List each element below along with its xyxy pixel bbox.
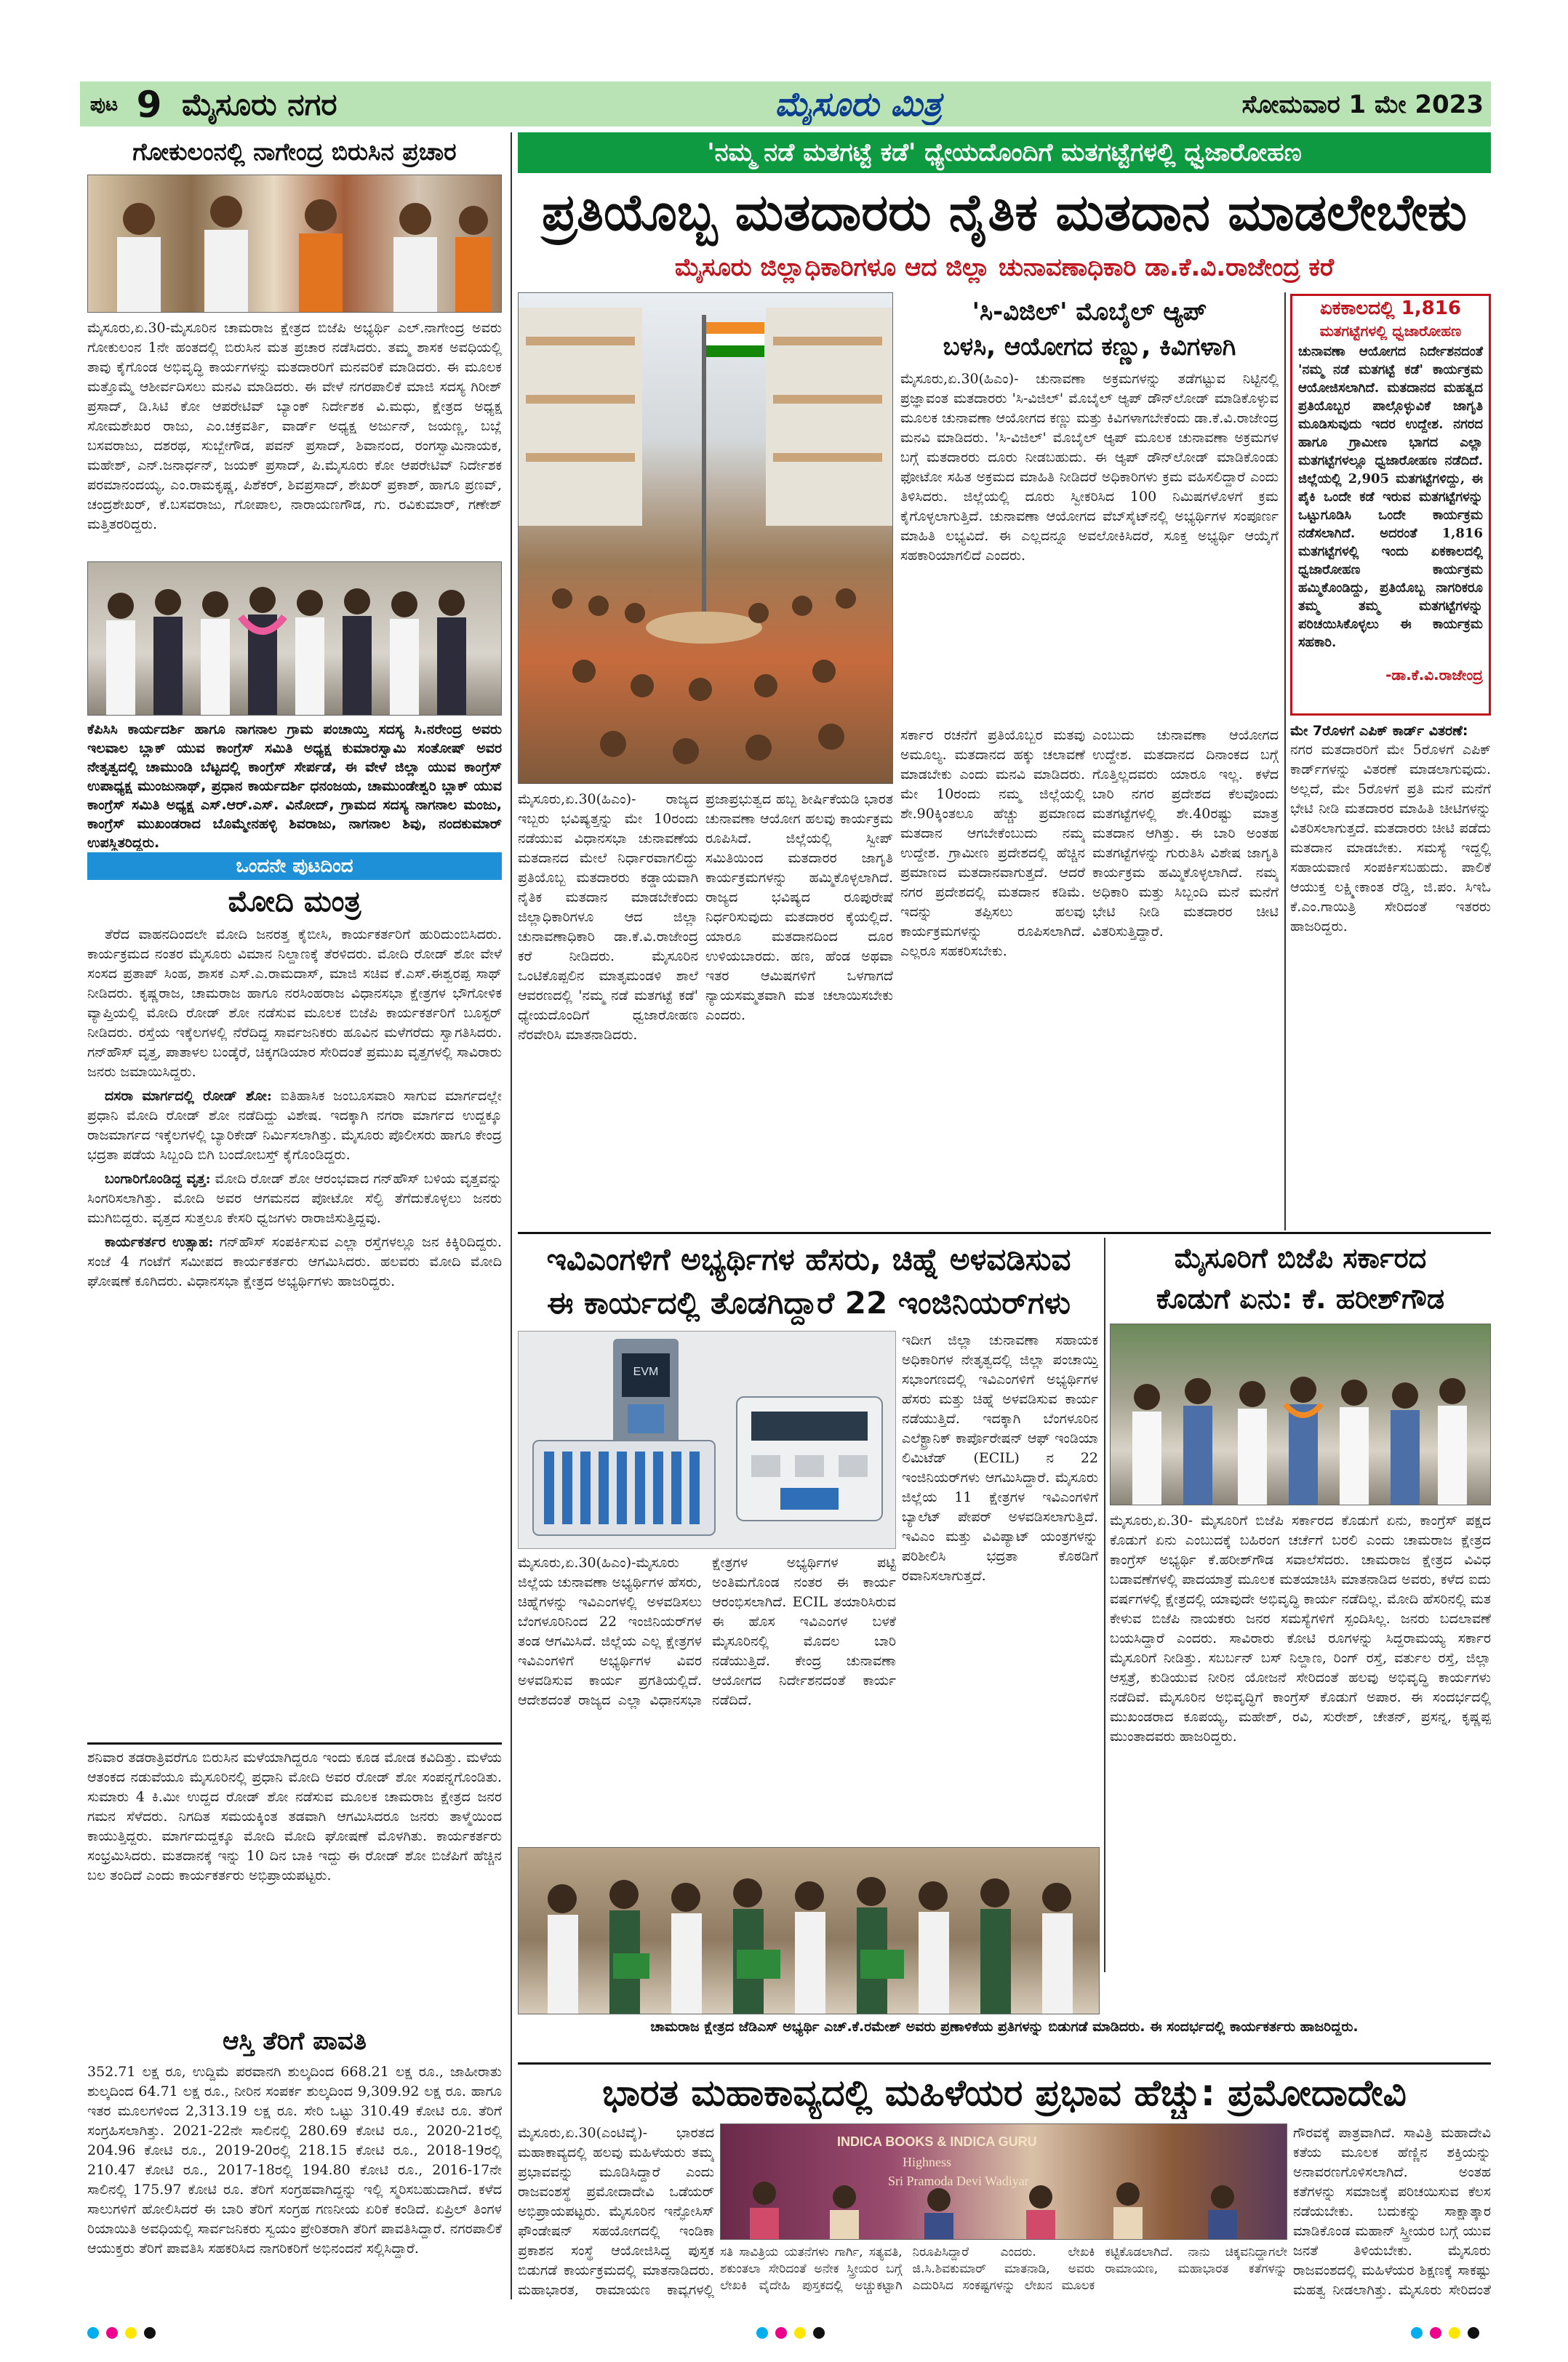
main-subhead: ಮೈಸೂರು ಜಿಲ್ಲಾಧಿಕಾರಿಗಳೂ ಆದ ಜಿಲ್ಲಾ ಚುನಾವಣಾಧಿಕಾರಿ ಡಾ.ಕೆ.ವಿ.ರಾಜೇಂದ್ರ ಕರೆ [674,253,1335,282]
evm-photo [518,1331,896,1549]
modi-para-4 [87,1233,502,1292]
section-title: ಮೈಸೂರು ನಗರ [182,87,337,122]
joining-photo-figures [88,562,502,716]
sidebar-box [1290,294,1491,716]
flag-photo-scene [519,293,893,784]
page-number: 9 [136,84,162,125]
registration-dot-cyan-left [87,2327,99,2339]
epic-card-section [1290,721,1491,1226]
sidebar-signature: -ಡಾ.ಕೆ.ವಿ.ರಾಜೇಂದ್ರ [1385,666,1483,684]
cvigil-headline-2: ಬಳಸಿ, ಆಯೋಗದ ಕಣ್ಣು, ಕಿವಿಗಳಾಗಿ [943,332,1236,361]
women-body-left: ಮೈಸೂರು,ಏ.30(ಎಂಟಿವೈ)- ಭಾರತದ ಮಹಾಕಾವ್ಯದಲ್ಲಿ ಹಲವು ಮಹಿಳೆಯರು ತಮ್ಮ ಪ್ರಭಾವವನ್ನು ಮೂಡಿಸಿದ್ದಾರೆ ಎಂದು ರಾಜವಂಶಸ್ಥೆ ಪ್ರಮೋದಾದೇವಿ ಒಡೆಯರ್ ಅಭಿಪ್ರಾಯಪಟ್ಟರು. ಮೈಸೂರಿನ ಇನ್ಫೋಸಿಸ್ ಫೌಂಡೇಷನ್ ಸಹಯೋಗದಲ್ಲಿ ಇಂಡಿಕಾ ಪ್ರಕಾಶನ ಸಂಸ್ಥೆ ಆಯೋಜಿಸಿದ್ದ ಪುಸ್ತಕ ಬಿಡುಗಡೆ ಕಾರ್ಯಕ್ರಮದಲ್ಲಿ ಮಾತನಾಡಿದರು. ಮಹಾಭಾರತ, ರಾಮಾಯಣ ಕಾವ್ಯಗಳಲ್ಲಿ [518,2125,714,2298]
women-body-bottom: ಸತಿ ಸಾವಿತ್ರಿಯ ಯತನೆಗಳು ಗಾರ್ಗಿ, ಸತ್ಯವತಿ, ಶಕುಂತಲಾ ಸೇರಿದಂತೆ ಅನೇಕ ಸ್ತ್ರೀಯರ ಬಗ್ಗೆ ಲೇಖಕಿ ವೈದೇಹಿ ಪುಸ್ತಕದಲ್ಲಿ ಅಚ್ಚುಕಟ್ಟಾಗಿ ನಿರೂಪಿಸಿದ್ದಾರೆ ಎಂದರು. ಲೇಖಕಿ ಜಿ.ಸಿ.ಶಿವಕುಮಾರ್ ಮಾತನಾಡಿ, ಅವರು ಎದುರಿಸಿದ ಸಂಕಷ್ಟಗಳನ್ನು ಲೇಖನ ಮೂಲಕ ಕಟ್ಟಿಕೊಡಲಾಗಿದೆ. ನಾನು ಚಿಕ್ಕವನಿದ್ದಾಗಲೇ ರಾಮಾಯಣ, ಮಹಾಭಾರತ ಕತೆಗಳನ್ನು [720,2245,1287,2293]
cvigil-body: ಮೈಸೂರು,ಏ.30(ಹಿಎಂ)- ಚುನಾವಣಾ ಅಕ್ರಮಗಳನ್ನು ತಡೆಗಟ್ಟುವ ನಿಟ್ಟಿನಲ್ಲಿ ಪ್ರಜ್ಞಾವಂತ ಮತದಾರರು 'ಸಿ-ವಿಜಿಲ್' ಮೊಬೈಲ್ ಆ್ಯಪ್ ಡೌನ್‌ಲೋಡ್ ಮಾಡಿಕೊಳ್ಳುವ ಮೂಲಕ ಚುನಾವಣಾ ಆಯೋಗದ ಕಣ್ಣು ಮತ್ತು ಕಿವಿಗಳಾಗಬೇಕೆಂದು ಡಾ.ಕೆ.ವಿ.ರಾಜೇಂದ್ರ ಮನವಿ ಮಾಡಿದರು. 'ಸಿ-ವಿಜಿಲ್' ಮೊಬೈಲ್ ಆ್ಯಪ್ ಮೂಲಕ ಚುನಾವಣಾ ಅಕ್ರಮಗಳ ಬಗ್ಗೆ ಮತದಾರರು ದೂರು ನೀಡಬಹುದು. ಈ ಆ್ಯಪ್ ಡೌನ್‌ಲೋಡ್ ಮಾಡಿಕೊಂಡು ಫೋಟೋ ಸಹಿತ ಅಕ್ರಮದ ಮಾಹಿತಿ ನೀಡಿದರೆ ಅಧಿಕಾರಿಗಳು ಕ್ರಮ ವಹಿಸಲಿದ್ದಾರೆ ಎಂದು ತಿಳಿಸಿದರು. ಜಿಲ್ಲೆಯಲ್ಲಿ ದೂರು ಸ್ವೀಕರಿಸಿದ 100 ನಿಮಿಷಗಳೊಳಗೆ ಕ್ರಮ ಕೈಗೊಳ್ಳಲಾಗುತ್ತಿದೆ. ಚುನಾವಣಾ ಆಯೋಗದ ವೆಬ್‌ಸೈಟ್‌ನಲ್ಲಿ ಅಭ್ಯರ್ಥಿಗಳ ಸಂಪೂರ್ಣ ಮಾಹಿತಿ ಲಭ್ಯವಿದೆ. ಈ ಎಲ್ಲದನ್ನೂ ಅವಲೋಕಿಸಿದರೆ, ಸೂಕ್ತ ಅಭ್ಯರ್ಥಿ ಆಯ್ಕೆಗೆ ಸಹಕಾರಿಯಾಗಲಿದೆ ಎಂದರು. [900,371,1279,564]
evm-machine-illustration [519,1332,896,1549]
evm-bjp-divider [1104,1238,1105,1972]
gokulam-headline: ಗೋಕುಲಂನಲ್ಲಿ ನಾಗೇಂದ್ರ ಬಿರುಸಿನ ಪ್ರಚಾರ [132,137,457,166]
congress-joining-photo [87,561,502,716]
bjp-article-body: ಮೈಸೂರು,ಏ.30- ಮೈಸೂರಿಗೆ ಬಿಜೆಪಿ ಸರ್ಕಾರದ ಕೊಡುಗೆ ಏನು, ಕಾಂಗ್ರೆಸ್ ಪಕ್ಷದ ಕೊಡುಗೆ ಏನು ಎಂಬುದಕ್ಕೆ ಬಹಿರಂಗ ಚರ್ಚೆಗೆ ಬರಲಿ ಎಂದು ಚಾಮರಾಜ ಕ್ಷೇತ್ರದ ಕಾಂಗ್ರೆಸ್ ಅಭ್ಯರ್ಥಿ ಕೆ.ಹರೀಶ್‌ಗೌಡ ಸವಾಲೆಸೆದರು. ಚಾಮರಾಜ ಕ್ಷೇತ್ರದ ವಿವಿಧ ಬಡಾವಣೆಗಳಲ್ಲಿ ಪಾದಯಾತ್ರೆ ಮೂಲಕ ಮತಯಾಚಿಸಿ ಮಾತನಾಡಿದ ಅವರು, ಕಳೆದ ಐದು ವರ್ಷಗಳಲ್ಲಿ ಕ್ಷೇತ್ರದಲ್ಲಿ ಯಾವುದೇ ಅಭಿವೃದ್ಧಿ ಕಾರ್ಯ ನಡೆದಿಲ್ಲ. ಮೋದಿ ಹೆಸರಿನಲ್ಲಿ ಮತ ಕೇಳುವ ಬಿಜೆಪಿ ನಾಯಕರು ಜನರ ಸಮಸ್ಯೆಗಳಿಗೆ ಸ್ಪಂದಿಸಿಲ್ಲ. ಜನರು ಬದಲಾವಣೆ ಬಯಸಿದ್ದಾರೆ ಎಂದರು. ಸಾವಿರಾರು ಕೋಟಿ ರೂಗಳನ್ನು ಸಿದ್ದರಾಮಯ್ಯ ಸರ್ಕಾರ ಮೈಸೂರಿಗೆ ನೀಡಿತ್ತು. ಸಬರ್ಬನ್ ಬಸ್ ನಿಲ್ದಾಣ, ರಿಂಗ್ ರಸ್ತೆ, ವರ್ತುಲ ರಸ್ತೆ, ಜಿಲ್ಲಾ ಆಸ್ಪತ್ರೆ, ಕುಡಿಯುವ ನೀರಿನ ಯೋಜನೆ ಸೇರಿದಂತೆ ಹಲವು ಅಭಿವೃದ್ಧಿ ಕಾರ್ಯಗಳು ನಡೆದಿವೆ. ಮೈಸೂರಿನ ಅಭಿವೃದ್ಧಿಗೆ ಕಾಂಗ್ರೆಸ್ ಕೊಡುಗೆ ಅಪಾರ. ಈ ಸಂದರ್ಭದಲ್ಲಿ ಮುಖಂಡರಾದ ಕೂಪಯ್ಯ, ಮಹೇಶ್, ರವಿ, ಸುರೇಶ್, ಚೇತನ್, ಪ್ರಸನ್ನ, ಕೃಷ್ಣಪ್ಪ ಮುಂತಾದವರು ಹಾಜರಿದ್ದರು. [1110,1513,1491,1745]
bjp-headline-2: ಕೊಡುಗೆ ಏನು: ಕೆ. ಹರೀಶ್‌ಗೌಡ [1156,1283,1445,1315]
gokulam-photo-figures [88,175,502,313]
modi-para-3-text: ಮೋದಿ ರೋಡ್ ಶೋ ಆರಂಭವಾದ ಗನ್‌ಹೌಸ್ ಬಳಿಯ ವೃತ್ತವನ್ನು ಸಿಂಗರಿಸಲಾಗಿತ್ತು. ಮೋದಿ ಅವರ ಆಗಮನದ ಪೋಟೋ ಸೆಲ್ಫಿ ತೆಗೆದುಕೊಳ್ಳಲು ಜನರು ಮುಗಿಬಿದ್ದರು. ವೃತ್ತದ ಸುತ್ತಲೂ ಕೇಸರಿ ಧ್ವಜಗಳು ರಾರಾಜಿಸುತ್ತಿದ್ದವು. [87,1171,502,1226]
modi-para-1: ತೆರೆದ ವಾಹನದಿಂದಲೇ ಮೋದಿ ಜನರತ್ತ ಕೈಬೀಸಿ, ಕಾರ್ಯಕರ್ತರಿಗೆ ಹುರಿದುಂಬಿಸಿದರು. ಕಾರ್ಯಕ್ರಮದ ನಂತರ ಮೈಸೂರು ವಿಮಾನ ನಿಲ್ದಾಣಕ್ಕೆ ತೆರಳಿದರು. ಮೋದಿ ರೋಡ್ ಶೋ ವೇಳೆ ಸಂಸದ ಪ್ರತಾಪ್ ಸಿಂಹ, ಶಾಸಕ ಎಸ್.ಎ.ರಾಮದಾಸ್, ಮಾಜಿ ಸಚಿವ ಕೆ.ಎಸ್.ಈಶ್ವರಪ್ಪ ಸಾಥ್ ನೀಡಿದರು. ಕೃಷ್ಣರಾಜ, ಚಾಮರಾಜ ಹಾಗೂ ನರಸಿಂಹರಾಜ ವಿಧಾನಸಭಾ ಕ್ಷೇತ್ರಗಳ ಭೌಗೋಳಿಕ ವ್ಯಾಪ್ತಿಯಲ್ಲಿ ಮೋದಿ ರೋಡ್ ಶೋ ನಡೆಸುವ ಮೂಲಕ ಬಿಜೆಪಿ ಕಾರ್ಯಕರ್ತರಿಗೆ ಬೂಸ್ಟರ್ ನೀಡಿದರು. ರಸ್ತೆಯ ಇಕ್ಕೆಲಗಳಲ್ಲಿ ನೆರೆದಿದ್ದ ಸಾರ್ವಜನಿಕರು ಹೂವಿನ ಮಳೆಗರೆದು ಸ್ವಾಗತಿಸಿದರು. ಗನ್‌ಹೌಸ್ ವೃತ್ತ, ಪಾತಾಳಲ ಬಂಡ್ಕೆರೆ, ಚಿಕ್ಕಗಡಿಯಾರ ಸೇರಿದಂತೆ ಪ್ರಮುಖ ವೃತ್ತಗಳಲ್ಲಿ ಸಾವಿರಾರು ಜನರು ಜಮಾಯಿಸಿದ್ದರು. [87,926,502,1080]
modi-para-3 [87,1169,502,1228]
modi-para-2-text: ಐತಿಹಾಸಿಕ ಜಂಬೂಸವಾರಿ ಸಾಗುವ ಮಾರ್ಗದಲ್ಲೇ ಪ್ರಧಾನಿ ಮೋದಿ ರೋಡ್ ಶೋ ನಡೆದಿದ್ದು ವಿಶೇಷ. ಇದಕ್ಕಾಗಿ ನಗರಾ ಮಾರ್ಗದ ಉದ್ದಕ್ಕೂ ರಾಜಮಾರ್ಗದ ಇಕ್ಕೆಲಗಳಲ್ಲಿ ಬ್ಯಾರಿಕೇಡ್ ನಿರ್ಮಿಸಲಾಗಿತ್ತು. ಮೈಸೂರು ಪೊಲೀಸರು ಹಾಗೂ ಕೇಂದ್ರ ಭದ್ರತಾ ಪಡೆಯ ಸಿಬ್ಬಂದಿ ಬಿಗಿ ಬಂದೋಬಸ್ತ್ ಕೈಗೊಂಡಿದ್ದರು. [87,1088,502,1163]
registration-dot-yellow-right [1449,2327,1460,2339]
registration-dot-magenta-mid [775,2327,787,2339]
evm-headline-2: ಈ ಕಾರ್ಯದಲ್ಲಿ ತೊಡಗಿದ್ದಾರೆ 22 ಇಂಜಿನಿಯರ್‌ಗಳು [546,1285,1071,1321]
sidebar-divider [1284,292,1286,1230]
modi-subhead-3: ಕಾರ್ಯಕರ್ತರ ಉತ್ಸಾಹ: [105,1234,214,1250]
banner-line-3: Sri Pramoda Devi Wadiyar [888,2174,1029,2188]
jds-photo-figures [519,1848,1100,2014]
evm-body-bottom: ಮೈಸೂರು,ಏ.30(ಹಿಎಂ)-ಮೈಸೂರು ಜಿಲ್ಲೆಯ ಚುನಾವಣಾ ಅಭ್ಯರ್ಥಿಗಳ ಹೆಸರು, ಚಿಹ್ನೆಗಳನ್ನು ಇವಿಎಂಗಳಲ್ಲಿ ಅಳವಡಿಸಲು ಬೆಂಗಳೂರಿನಿಂದ 22 ಇಂಜಿನಿಯರ್‌ಗಳ ತಂಡ ಆಗಮಿಸಿದೆ. ಜಿಲ್ಲೆಯ ಎಲ್ಲ ಕ್ಷೇತ್ರಗಳ ಇವಿಎಂಗಳಿಗೆ ಅಭ್ಯರ್ಥಿಗಳ ವಿವರ ಅಳವಡಿಸುವ ಕಾರ್ಯ ಪ್ರಗತಿಯಲ್ಲಿದೆ. ಆದೇಶದಂತೆ ರಾಜ್ಯದ ಎಲ್ಲಾ ವಿಧಾನಸಭಾ ಕ್ಷೇತ್ರಗಳ ಅಭ್ಯರ್ಥಿಗಳ ಪಟ್ಟಿ ಅಂತಿಮಗೊಂಡ ನಂತರ ಈ ಕಾರ್ಯ ಆರಂಭಿಸಲಾಗಿದೆ. ECIL ತಯಾರಿಸಿರುವ ಈ ಹೊಸ ಇವಿಎಂಗಳ ಬಳಕೆ ಮೈಸೂರಿನಲ್ಲಿ ಮೊದಲ ಬಾರಿ ನಡೆಯುತ್ತಿದೆ. ಕೇಂದ್ರ ಚುನಾವಣಾ ಆಯೋಗದ ನಿರ್ದೇಶನದಂತೆ ಕಾರ್ಯ ನಡೆದಿದೆ. [518,1555,896,1708]
registration-dot-yellow-mid [794,2327,806,2339]
epic-card-subhead: ಮೇ 7ರೊಳಗೆ ಎಪಿಕ್ ಕಾರ್ಡ್ ವಿತರಣೆ: [1290,723,1468,739]
registration-dot-black-right [1468,2327,1479,2339]
banner-line-2: Highness [903,2155,951,2169]
registration-dot-black-left [144,2327,156,2339]
sidebar-title-1: ಏಕಕಾಲದಲ್ಲಿ 1,816 [1320,297,1461,319]
modi-subhead-1: ದಸರಾ ಮಾರ್ಗದಲ್ಲಿ ರೋಡ್ ಶೋ: [105,1088,272,1104]
registration-dot-cyan-right [1411,2327,1423,2339]
continued-label: ಒಂದನೇ ಪುಟದಿಂದ [87,852,502,880]
registration-dot-yellow-left [125,2327,137,2339]
registration-dot-magenta-left [106,2327,118,2339]
assets-body: 352.71 ಲಕ್ಷ ರೂ, ಉದ್ದಿಮೆ ಪರವಾನಗಿ ಶುಲ್ಕದಿಂದ 668.21 ಲಕ್ಷ ರೂ., ಜಾಹೀರಾತು ಶುಲ್ಕದಿಂದ 64.71 ಲಕ್ಷ ರೂ., ನೀರಿನ ಸಂಪರ್ಕ ಶುಲ್ಕದಿಂದ 9,309.92 ಲಕ್ಷ ರೂ. ಹಾಗೂ ಇತರ ಮೂಲಗಳಿಂದ 2,313.19 ಲಕ್ಷ ರೂ. ಸೇರಿ ಒಟ್ಟು 310.49 ಕೋಟಿ ರೂ. ತೆರಿಗೆ ಸಂಗ್ರಹಿಸಲಾಗಿತ್ತು. 2021-22ನೇ ಸಾಲಿನಲ್ಲಿ 280.69 ಕೋಟಿ ರೂ., 2020-21ರಲ್ಲಿ 204.96 ಕೋಟಿ ರೂ., 2019-20ರಲ್ಲಿ 218.15 ಕೋಟಿ ರೂ., 2018-19ರಲ್ಲಿ 210.47 ಕೋಟಿ ರೂ., 2017-18ರಲ್ಲಿ 194.80 ಕೋಟಿ ರೂ., 2016-17ನೇ ಸಾಲಿನಲ್ಲಿ 175.97 ಕೋಟಿ ರೂ. ತೆರಿಗೆ ಸಂಗ್ರಹವಾಗಿದ್ದನ್ನು ಇಲ್ಲಿ ಸ್ಮರಿಸಬಹುದಾಗಿದೆ. ಕಳೆದ ಸಾಲುಗಳಿಗೆ ಹೋಲಿಸಿದರೆ ಈ ಬಾರಿ ತೆರಿಗೆ ಸಂಗ್ರಹ ಗಣನೀಯ ಏರಿಕೆ ಕಂಡಿದೆ. ಏಪ್ರಿಲ್ ತಿಂಗಳ ರಿಯಾಯಿತಿ ಅವಧಿಯಲ್ಲಿ ಸಾರ್ವಜನಿಕರು ಸ್ವಯಂ ಪ್ರೇರಿತರಾಗಿ ತೆರಿಗೆ ಪಾವತಿಸಿದ್ದಾರೆ. ನಗರಪಾಲಿಕೆ ಆಯುಕ್ತರು ತೆರಿಗೆ ಪಾವತಿಸಿ ಸಹಕರಿಸಿದ ನಾಗರಿಕರಿಗೆ ಅಭಿನಂದನೆ ಸಲ್ಲಿಸಿದ್ದಾರೆ. [87,2064,502,2257]
paper-logo: ಮೈಸೂರು ಮಿತ್ರ [775,84,942,124]
jds-photo-group [518,1847,1100,2014]
modi-mantra-headline: ಮೋದಿ ಮಂತ್ರ [228,885,361,918]
cvigil-headline-1: 'ಸಿ-ವಿಜಿಲ್' ಮೊಬೈಲ್ ಆ್ಯಪ್ [972,297,1207,327]
campaign-photo-figures [1111,1324,1491,1505]
modi-subhead-2: ಬಂಗಾರಿಗೊಂಡಿದ್ದ ವೃತ್ತ: [105,1171,211,1187]
issue-date: ಸೋಮವಾರ 1 ಮೇ 2023 [1241,90,1484,119]
book-release-photo [720,2123,1287,2240]
registration-dot-cyan-mid [756,2327,768,2339]
main-headline: ಪ್ರತಿಯೊಬ್ಬ ಮತದಾರರು ನೈತಿಕ ಮತದಾನ ಮಾಡಲೇಬೇಕು [541,183,1467,242]
registration-dot-magenta-right [1430,2327,1441,2339]
epic-card-body: ನಗರ ಮತದಾರರಿಗೆ ಮೇ 5ರೊಳಗೆ ಎಪಿಕ್ ಕಾರ್ಡ್‌ಗಳನ್ನು ವಿತರಣೆ ಮಾಡಲಾಗುವುದು. ಅಲ್ಲದೆ, ಮೇ 5ರೊಳಗೆ ಪ್ರತಿ ಮನೆ ಮನೆಗೆ ಭೇಟಿ ನೀಡಿ ಮತದಾರರ ಮಾಹಿತಿ ಚೀಟಿಗಳನ್ನು ವಿತರಿಸಲಾಗುತ್ತದೆ. ಮತದಾರರು ಚೀಟಿ ಪಡೆದು ಮತದಾನ ಮಾಡಬೇಕು. ಸಮಸ್ಯೆ ಇದ್ದಲ್ಲಿ ಸಹಾಯವಾಣಿ ಸಂಪರ್ಕಿಸಬಹುದು. ಪಾಲಿಕೆ ಆಯುಕ್ತ ಲಕ್ಷ್ಮೀಕಾಂತ ರೆಡ್ಡಿ, ಜಿ.ಪಂ. ಸಿಇಓ ಕೆ.ಎಂ.ಗಾಯಿತ್ರಿ ಸೇರಿದಂತೆ ಇತರರು ಹಾಜರಿದ್ದರು. [1290,742,1491,934]
main-banner: 'ನಮ್ಮ ನಡೆ ಮತಗಟ್ಟೆ ಕಡೆ' ಧ್ಯೇಯದೊಂದಿಗೆ ಮತಗಟ್ಟೆಗಳಲ್ಲಿ ಧ್ವಜಾರೋಹಣ [518,132,1491,173]
cvigil-body-col-3: ಎಂಬುದು ಚುನಾವಣಾ ಆಯೋಗದ ಉದ್ದೇಶ. ಮತದಾನದ ದಿನಾಂಕದ ಬಗ್ಗೆ ಗೊತ್ತಿಲ್ಲದವರು ಯಾರೂ ಇಲ್ಲ. ಕಳೆದ ಬಾರಿ ನಗರ ಪ್ರದೇಶದ ಕೆಲವೊಂದು ಮತಗಟ್ಟೆಗಳಲ್ಲಿ ಶೇ.40ರಷ್ಟು ಮಾತ್ರ ಮತದಾನ ಆಗಿತ್ತು. ಈ ಬಾರಿ ಅಂತಹ ಮತಗಟ್ಟೆಗಳನ್ನು ಗುರುತಿಸಿ ವಿಶೇಷ ಜಾಗೃತಿ ಕಾರ್ಯಕ್ರಮ ಹಮ್ಮಿಕೊಳ್ಳಲಾಗಿದೆ. ನಮ್ಮ ಅಧಿಕಾರಿ ಮತ್ತು ಸಿಬ್ಬಂದಿ ಮನೆ ಮನೆಗೆ ಭೇಟಿ ನೀಡಿ ಮತದಾರರ ಚೀಟಿ ವಿತರಿಸುತ್ತಿದ್ದಾರೆ. [1092,727,1279,940]
sidebar-body: ಚುನಾವಣಾ ಆಯೋಗದ ನಿರ್ದೇಶನದಂತೆ 'ನಮ್ಮ ನಡೆ ಮತಗಟ್ಟೆ ಕಡೆ' ಕಾರ್ಯಕ್ರಮ ಆಯೋಜಿಸಲಾಗಿದೆ. ಮತದಾನದ ಮಹತ್ವದ ಪ್ರತಿಯೊಬ್ಬರ ಪಾಲ್ಗೊಳ್ಳುವಿಕೆ ಜಾಗೃತಿ ಮೂಡಿಸುವುದು ಇದರ ಉದ್ದೇಶ. ನಗರದ ಹಾಗೂ ಗ್ರಾಮೀಣ ಭಾಗದ ಎಲ್ಲಾ ಮತಗಟ್ಟೆಗಳಲ್ಲೂ ಧ್ವಜಾರೋಹಣ ನಡೆದಿದೆ. ಜಿಲ್ಲೆಯಲ್ಲಿ 2,905 ಮತಗಟ್ಟೆಗಳಿದ್ದು, ಈ ಪೈಕಿ ಒಂದೇ ಕಡೆ ಇರುವ ಮತಗಟ್ಟೆಗಳನ್ನು ಒಟ್ಟುಗೂಡಿಸಿ ಒಂದೇ ಕಾರ್ಯಕ್ರಮ ನಡೆಸಲಾಗಿದೆ. ಅದರಂತೆ 1,816 ಮತಗಟ್ಟೆಗಳಲ್ಲಿ ಇಂದು ಏಕಕಾಲದಲ್ಲಿ ಧ್ವಜಾರೋಹಣ ಕಾರ್ಯಕ್ರಮ ಹಮ್ಮಿಕೊಂಡಿದ್ದು, ಪ್ರತಿಯೊಬ್ಬ ನಾಗರಿಕರೂ ತಮ್ಮ ತಮ್ಮ ಮತಗಟ್ಟೆಗಳನ್ನು ಪರಿಚಯಿಸಿಕೊಳ್ಳಲು ಈ ಕಾರ್ಯಕ್ರಮ ಸಹಕಾರಿ. [1298,344,1483,650]
gokulam-campaign-photo [87,175,502,313]
modi-para-2 [87,1086,502,1165]
jds-manifesto-caption: ಚಾಮರಾಜ ಕ್ಷೇತ್ರದ ಜೆಡಿಎಸ್ ಅಭ್ಯರ್ಥಿ ಎಚ್.ಕೆ.ರಮೇಶ್ ಅವರು ಪ್ರಣಾಳಿಕೆಯ ಪ್ರತಿಗಳನ್ನು ಬಿಡುಗಡೆ ಮಾಡಿದರು. ಈ ಸಂದರ್ಭದಲ್ಲಿ ಕಾರ್ಯಕರ್ತರು ಹಾಜರಿದ್ದರು. [650,2019,1359,2035]
registration-dot-black-mid [813,2327,825,2339]
evm-body-right: ಇದೀಗ ಜಿಲ್ಲಾ ಚುನಾವಣಾ ಸಹಾಯಕ ಅಧಿಕಾರಿಗಳ ನೇತೃತ್ವದಲ್ಲಿ ಜಿಲ್ಲಾ ಪಂಚಾಯ್ತಿ ಸಭಾಂಗಣದಲ್ಲಿ ಇವಿಎಂಗಳಿಗೆ ಅಭ್ಯರ್ಥಿಗಳ ಹೆಸರು ಮತ್ತು ಚಿಹ್ನೆ ಅಳವಡಿಸುವ ಕಾರ್ಯ ನಡೆಯುತ್ತಿದೆ. ಇದಕ್ಕಾಗಿ ಬೆಂಗಳೂರಿನ ಎಲೆಕ್ಟ್ರಾನಿಕ್ ಕಾರ್ಪೊರೇಷನ್ ಆಫ್ ಇಂಡಿಯಾ ಲಿಮಿಟೆಡ್ (ECIL) ನ 22 ಇಂಜಿನಿಯರ್‌ಗಳು ಆಗಮಿಸಿದ್ದಾರೆ. ಮೈಸೂರು ಜಿಲ್ಲೆಯ 11 ಕ್ಷೇತ್ರಗಳ ಇವಿಎಂಗಳಿಗೆ ಬ್ಯಾಲೆಟ್ ಪೇಪರ್ ಅಳವಡಿಸಲಾಗುತ್ತಿದೆ. ಇವಿಎಂ ಮತ್ತು ವಿವಿಪ್ಯಾಟ್ ಯಂತ್ರಗಳನ್ನು ಪರಿಶೀಲಿಸಿ ಭದ್ರತಾ ಕೊಠಡಿಗೆ ರವಾನಿಸಲಾಗುತ್ತದೆ. [902,1332,1098,1584]
sidebar-title-2: ಮತಗಟ್ಟೆಗಳಲ್ಲಿ ಧ್ವಜಾರೋಹಣ [1319,322,1462,340]
left-divider-1 [87,1742,502,1745]
women-headline: ಭಾರತ ಮಹಾಕಾವ್ಯದಲ್ಲಿ ಮಹಿಳೆಯರ ಪ್ರಭಾವ ಹೆಚ್ಚು: ಪ್ರಮೋದಾದೇವಿ [602,2072,1407,2114]
main-body-col-b: ಪ್ರಜಾಪ್ರಭುತ್ವದ ಹಬ್ಬ ಶೀರ್ಷಿಕೆಯಡಿ ಭಾರತ ಚುನಾವಣಾ ಆಯೋಗ ಹಲವು ಕಾರ್ಯಕ್ರಮ ರೂಪಿಸಿದೆ. ಜಿಲ್ಲೆಯಲ್ಲಿ ಸ್ವೀಪ್ ಸಮಿತಿಯಿಂದ ಮತದಾರರ ಜಾಗೃತಿ ಕಾರ್ಯಕ್ರಮಗಳನ್ನು ಹಮ್ಮಿಕೊಳ್ಳಲಾಗಿದೆ. ರಾಜ್ಯದ ಭವಿಷ್ಯದ ರೂಪುರೇಷೆ ನಿರ್ಧರಿಸುವುದು ಮತದಾರರ ಕೈಯಲ್ಲಿದೆ. ಯಾರೂ ಮತದಾನದಿಂದ ದೂರ ಉಳಿಯಬಾರದು. ಹಣ, ಹೆಂಡ ಅಥವಾ ಇತರ ಆಮಿಷಗಳಿಗೆ ಒಳಗಾಗದೆ ನ್ಯಾಯಸಮ್ಮತವಾಗಿ ಮತ ಚಲಾಯಿಸಬೇಕು ಎಂದರು. [705,791,893,1023]
women-body-right: ಗೌರವಕ್ಕೆ ಪಾತ್ರವಾಗಿದೆ. ಸಾವಿತ್ರಿ ಮಹಾದೇವಿ ಕತೆಯ ಮೂಲಕ ಹೆಣ್ಣಿನ ಶಕ್ತಿಯನ್ನು ಅನಾವರಣಗೊಳಿಸಲಾಗಿದೆ. ಅಂತಹ ಕತೆಗಳನ್ನು ಸಮಾಜಕ್ಕೆ ಪರಿಚಯಿಸುವ ಕೆಲಸ ನಡೆಯಬೇಕು. ಬದುಕನ್ನು ಸಾಕ್ಷಾತ್ಕಾರ ಮಾಡಿಕೊಂಡ ಮಹಾನ್ ಸ್ತ್ರೀಯರ ಬಗ್ಗೆ ಯುವ ಜನತೆ ತಿಳಿಯಬೇಕು. ಮೈಸೂರು ರಾಜವಂಶದಲ್ಲಿ ಮಹಿಳೆಯರ ಶಿಕ್ಷಣಕ್ಕೆ ಸಾಕಷ್ಟು ಮಹತ್ವ ನೀಡಲಾಗಿತ್ತು. ಮೈಸೂರು ಸೇರಿದಂತೆ [1293,2125,1491,2298]
gokulam-article-body: ಮೈಸೂರು,ಏ.30-ಮೈಸೂರಿನ ಚಾಮರಾಜ ಕ್ಷೇತ್ರದ ಬಿಜೆಪಿ ಅಭ್ಯರ್ಥಿ ಎಲ್.ನಾಗೇಂದ್ರ ಅವರು ಗೋಕುಲಂನ 1ನೇ ಹಂತದಲ್ಲಿ ಬಿರುಸಿನ ಮತ ಪ್ರಚಾರ ನಡೆಸಿದರು. ತಮ್ಮ ಶಾಸಕ ಅವಧಿಯಲ್ಲಿ ತಾವು ಕೈಗೊಂಡ ಅಭಿವೃದ್ಧಿ ಕಾರ್ಯಗಳನ್ನು ಮತದಾರರಿಗೆ ಮನವರಿಕೆ ಮಾಡಿದರು. ಈ ಮೂಲಕ ಮತ್ತೊಮ್ಮೆ ಆಶೀರ್ವದಿಸಲು ಮನವಿ ಮಾಡಿದರು. ಈ ವೇಳೆ ನಗರಪಾಲಿಕೆ ಮಾಜಿ ಸದಸ್ಯ ಗಿರೀಶ್ ಪ್ರಸಾದ್, ಡಿ.ಸಿಟಿ ಕೋ ಆಪರೇಟಿವ್ ಬ್ಯಾಂಕ್ ನಿರ್ದೇಶಕ ವಿ.ಮಧು, ಕ್ಷೇತ್ರದ ಅಧ್ಯಕ್ಷ ಸೋಮಶೇಖರ ರಾಜು, ಎಂ.ಚಕ್ರವರ್ತಿ, ವಾರ್ಡ್ ಅಧ್ಯಕ್ಷ ಅರ್ಜುನ್, ಜಯಣ್ಣ, ಬಬ್ಲೆ ಬಸವರಾಜು, ದಶರಥ, ಸುಬ್ಬೇಗೌಡ, ಪವನ್ ಪ್ರಸಾದ್, ಶಿವಾನಂದ, ರಂಗಸ್ವಾಮಿನಾಯಕ, ಮಹೇಶ್, ಎನ್.ಜನಾರ್ಧನ್, ಜಯಕ್ ಪ್ರಸಾದ್, ಪಿ.ಮೈಸೂರು ಕೋ ಆಪರೇಟಿವ್ ನಿರ್ದೇಶಕ ಪರಮಾನಂದಯ್ಯ, ಎಂ.ರಾಮಕೃಷ್ಣ, ಪಿಶೆಕರ್, ಶಿವಪ್ರಸಾದ್, ಶೇಖರ್ ಪ್ರಕಾಶ್, ಹಾಗೂ ಪ್ರಣವ್, ಚಂದ್ರಶೇಖರ್, ಕೆ.ಬಸವರಾಜು, ಗೋಪಾಲ, ನಾರಾಯಣಗೌಡ, ಗು. ರವಿಕುಮಾರ್, ಗಣೇಶ್ ಮತ್ತಿತರರಿದ್ದರು. [87,320,502,532]
main-story-bottom-rule [518,1232,1491,1234]
modi-para-4-text: ಗನ್‌ಹೌಸ್ ಸಂಪರ್ಕಿಸುವ ಎಲ್ಲಾ ರಸ್ತೆಗಳಲ್ಲೂ ಜನ ಕಿಕ್ಕಿರಿದಿದ್ದರು. ಸಂಜೆ 4 ಗಂಟೆಗೆ ಸಮೀಪದ ಕಾರ್ಯಕರ್ತರು ಆಗಮಿಸಿದರು. ಹಲವರು ಮೋದಿ ಮೋದಿ ಘೋಷಣೆ ಕೂಗಿದರು. ವಿಧಾನಸಭಾ ಕ್ಷೇತ್ರದ ಅಭ್ಯರ್ಥಿಗಳು ಹಾಜರಿದ್ದರು. [87,1234,502,1289]
evm-headline-1: ಇವಿಎಂಗಳಿಗೆ ಅಭ್ಯರ್ಥಿಗಳ ಹೆಸರು, ಚಿಹ್ನೆ ಅಳವಡಿಸುವ [546,1241,1071,1277]
roadshow-continued-body: ಶನಿವಾರ ತಡರಾತ್ರಿವರೆಗೂ ಬಿರುಸಿನ ಮಳೆಯಾಗಿದ್ದರೂ ಇಂದು ಕೂಡ ಮೋಡ ಕವಿದಿತ್ತು. ಮಳೆಯ ಆತಂಕದ ನಡುವೆಯೂ ಮೈಸೂರಿನಲ್ಲಿ ಪ್ರಧಾನಿ ಮೋದಿ ಅವರ ರೋಡ್ ಶೋ ಸಂಪನ್ನಗೊಂಡಿತು. ಸುಮಾರು 4 ಕಿ.ಮೀ ಉದ್ದದ ರೋಡ್ ಶೋ ನಡೆಸುವ ಮೂಲಕ ಚಾಮರಾಜ ಕ್ಷೇತ್ರದ ಜನರ ಗಮನ ಸೆಳೆದರು. ನಿಗದಿತ ಸಮಯಕ್ಕಿಂತ ತಡವಾಗಿ ಆಗಮಿಸಿದರೂ ಜನರು ತಾಳ್ಮೆಯಿಂದ ಕಾಯುತ್ತಿದ್ದರು. ಮಾರ್ಗದುದ್ದಕ್ಕೂ ಮೋದಿ ಮೋದಿ ಘೋಷಣೆ ಮೊಳಗಿತು. ಕಾರ್ಯಕರ್ತರು ಸಂಭ್ರಮಿಸಿದರು. ಮತದಾನಕ್ಕೆ ಇನ್ನು 10 ದಿನ ಬಾಕಿ ಇದ್ದು ಈ ರೋಡ್ ಶೋ ಬಿಜೆಪಿಗೆ ಹೆಚ್ಚಿನ ಬಲ ತಂದಿದೆ ಎಂದು ಕಾರ್ಯಕರ್ತರು ಅಭಿಪ್ರಾಯಪಟ್ಟರು. [87,1750,502,1883]
banner-line-1: INDICA BOOKS & INDICA GURU [837,2134,1037,2149]
congress-joining-caption: ಕೆಪಿಸಿಸಿ ಕಾರ್ಯದರ್ಶಿ ಹಾಗೂ ನಾಗನಾಲ ಗ್ರಾಮ ಪಂಚಾಯ್ತಿ ಸದಸ್ಯ ಸಿ.ನರೇಂದ್ರ ಅವರು ಇಲವಾಲ ಬ್ಲಾಕ್ ಯುವ ಕಾಂಗ್ರೆಸ್ ಸಮಿತಿ ಅಧ್ಯಕ್ಷ ಕುಮಾರಸ್ವಾಮಿ ಸಂತೋಷ್ ಅವರ ನೇತೃತ್ವದಲ್ಲಿ ಚಾಮುಂಡಿ ಬೆಟ್ಟದಲ್ಲಿ ಕಾಂಗ್ರೆಸ್ ಸೇರ್ಪಡೆ, ಈ ವೇಳೆ ಜಿಲ್ಲಾ ಯುವ ಕಾಂಗ್ರೆಸ್ ಉಪಾಧ್ಯಕ್ಷ ಮುಂಜುನಾಥ್, ಪ್ರಧಾನ ಕಾರ್ಯದರ್ಶಿ ಧನಂಜಯ, ಚಾಮುಂಡೇಶ್ವರಿ ಬ್ಲಾಕ್ ಯುವ ಕಾಂಗ್ರೆಸ್ ಸಮಿತಿ ಅಧ್ಯಕ್ಷ ಎಸ್.ಆರ್.ಎಸ್. ವಿನೋದ್, ಗ್ರಾಮದ ಸದಸ್ಯ ನಾಗನಾಲ ಮಂಜು, ಕಾಂಗ್ರೆಸ್ ಮುಖಂಡರಾದ ಬೊಮ್ಮೇನಹಳ್ಳಿ ಶಿವರಾಜು, ನಾಗನಾಲ ಶಿವು, ನಂದಕುಮಾರ್ ಉಪಸ್ಥಿತರಿದ್ದರು. [87,721,502,851]
cvigil-body-col-2: ಸರ್ಕಾರ ರಚನೆಗೆ ಪ್ರತಿಯೊಬ್ಬರ ಮತವು ಅಮೂಲ್ಯ. ಮತದಾನದ ಹಕ್ಕು ಚಲಾವಣೆ ಮಾಡಬೇಕು ಎಂದು ಮನವಿ ಮಾಡಿದರು. ಮೇ 10ರಂದು ನಮ್ಮ ಜಿಲ್ಲೆಯಲ್ಲಿ ಶೇ.90ಕ್ಕಿಂತಲೂ ಹೆಚ್ಚು ಪ್ರಮಾಣದ ಮತದಾನ ಆಗಬೇಕೆಂಬುದು ನಮ್ಮ ಉದ್ದೇಶ. ಗ್ರಾಮೀಣ ಪ್ರದೇಶದಲ್ಲಿ ಹೆಚ್ಚಿನ ಪ್ರಮಾಣದ ಮತದಾನವಾಗುತ್ತದೆ. ಆದರೆ ನಗರ ಪ್ರದೇಶದಲ್ಲಿ ಮತದಾನ ಕಡಿಮೆ. ಇದನ್ನು ತಪ್ಪಿಸಲು ಹಲವು ಕಾರ್ಯಕ್ರಮಗಳನ್ನು ರೂಪಿಸಲಾಗಿದೆ. ಎಲ್ಲರೂ ಸಹಕರಿಸಬೇಕು. [900,727,1085,959]
main-body-col-a: ಮೈಸೂರು,ಏ.30(ಹಿಎಂ)- ರಾಜ್ಯದ ಇಬ್ಬರು ಭವಿಷ್ಯತ್ತನ್ನು ಮೇ 10ರಂದು ನಡೆಯುವ ವಿಧಾನಸಭಾ ಚುನಾವಣೆಯ ಮತದಾನದ ಮೇಲೆ ನಿರ್ಧಾರವಾಗಲಿದ್ದು ಪ್ರತಿಯೊಬ್ಬ ಮತದಾರರು ಕಡ್ಡಾಯವಾಗಿ ನೈತಿಕ ಮತದಾನ ಮಾಡಬೇಕೆಂದು ಜಿಲ್ಲಾಧಿಕಾರಿಗಳೂ ಆದ ಜಿಲ್ಲಾ ಚುನಾವಣಾಧಿಕಾರಿ ಡಾ.ಕೆ.ವಿ.ರಾಜೇಂದ್ರ ಕರೆ ನೀಡಿದರು. ಮೈಸೂರಿನ ಒಂಟಿಕೊಪ್ಪಲಿನ ಮಾತೃಮಂಡಳಿ ಶಾಲೆ ಆವರಣದಲ್ಲಿ 'ನಮ್ಮ ನಡೆ ಮತಗಟ್ಟೆ ಕಡೆ' ಧ್ಯೇಯದೊಂದಿಗೆ ಧ್ವಜಾರೋಹಣ ನೆರವೇರಿಸಿ ಮಾತನಾಡಿದರು. [518,791,698,1043]
evm-device-label: EVM [633,1366,659,1378]
bjp-headline-1: ಮೈಸೂರಿಗೆ ಬಿಜೆಪಿ ಸರ್ಕಾರದ [1174,1242,1427,1274]
assets-headline: ಆಸ್ತಿ ತೆರಿಗೆ ಪಾವತಿ [223,2027,367,2056]
modi-mantra-body [87,925,502,1740]
harish-gowda-campaign-photo [1110,1324,1491,1505]
lower-section-rule [518,2062,1491,2065]
flag-hoisting-photo [518,292,893,784]
column-divider-left [511,132,512,2299]
book-release-figures [721,2124,1287,2240]
page-label: ಪುಟ [89,94,119,116]
